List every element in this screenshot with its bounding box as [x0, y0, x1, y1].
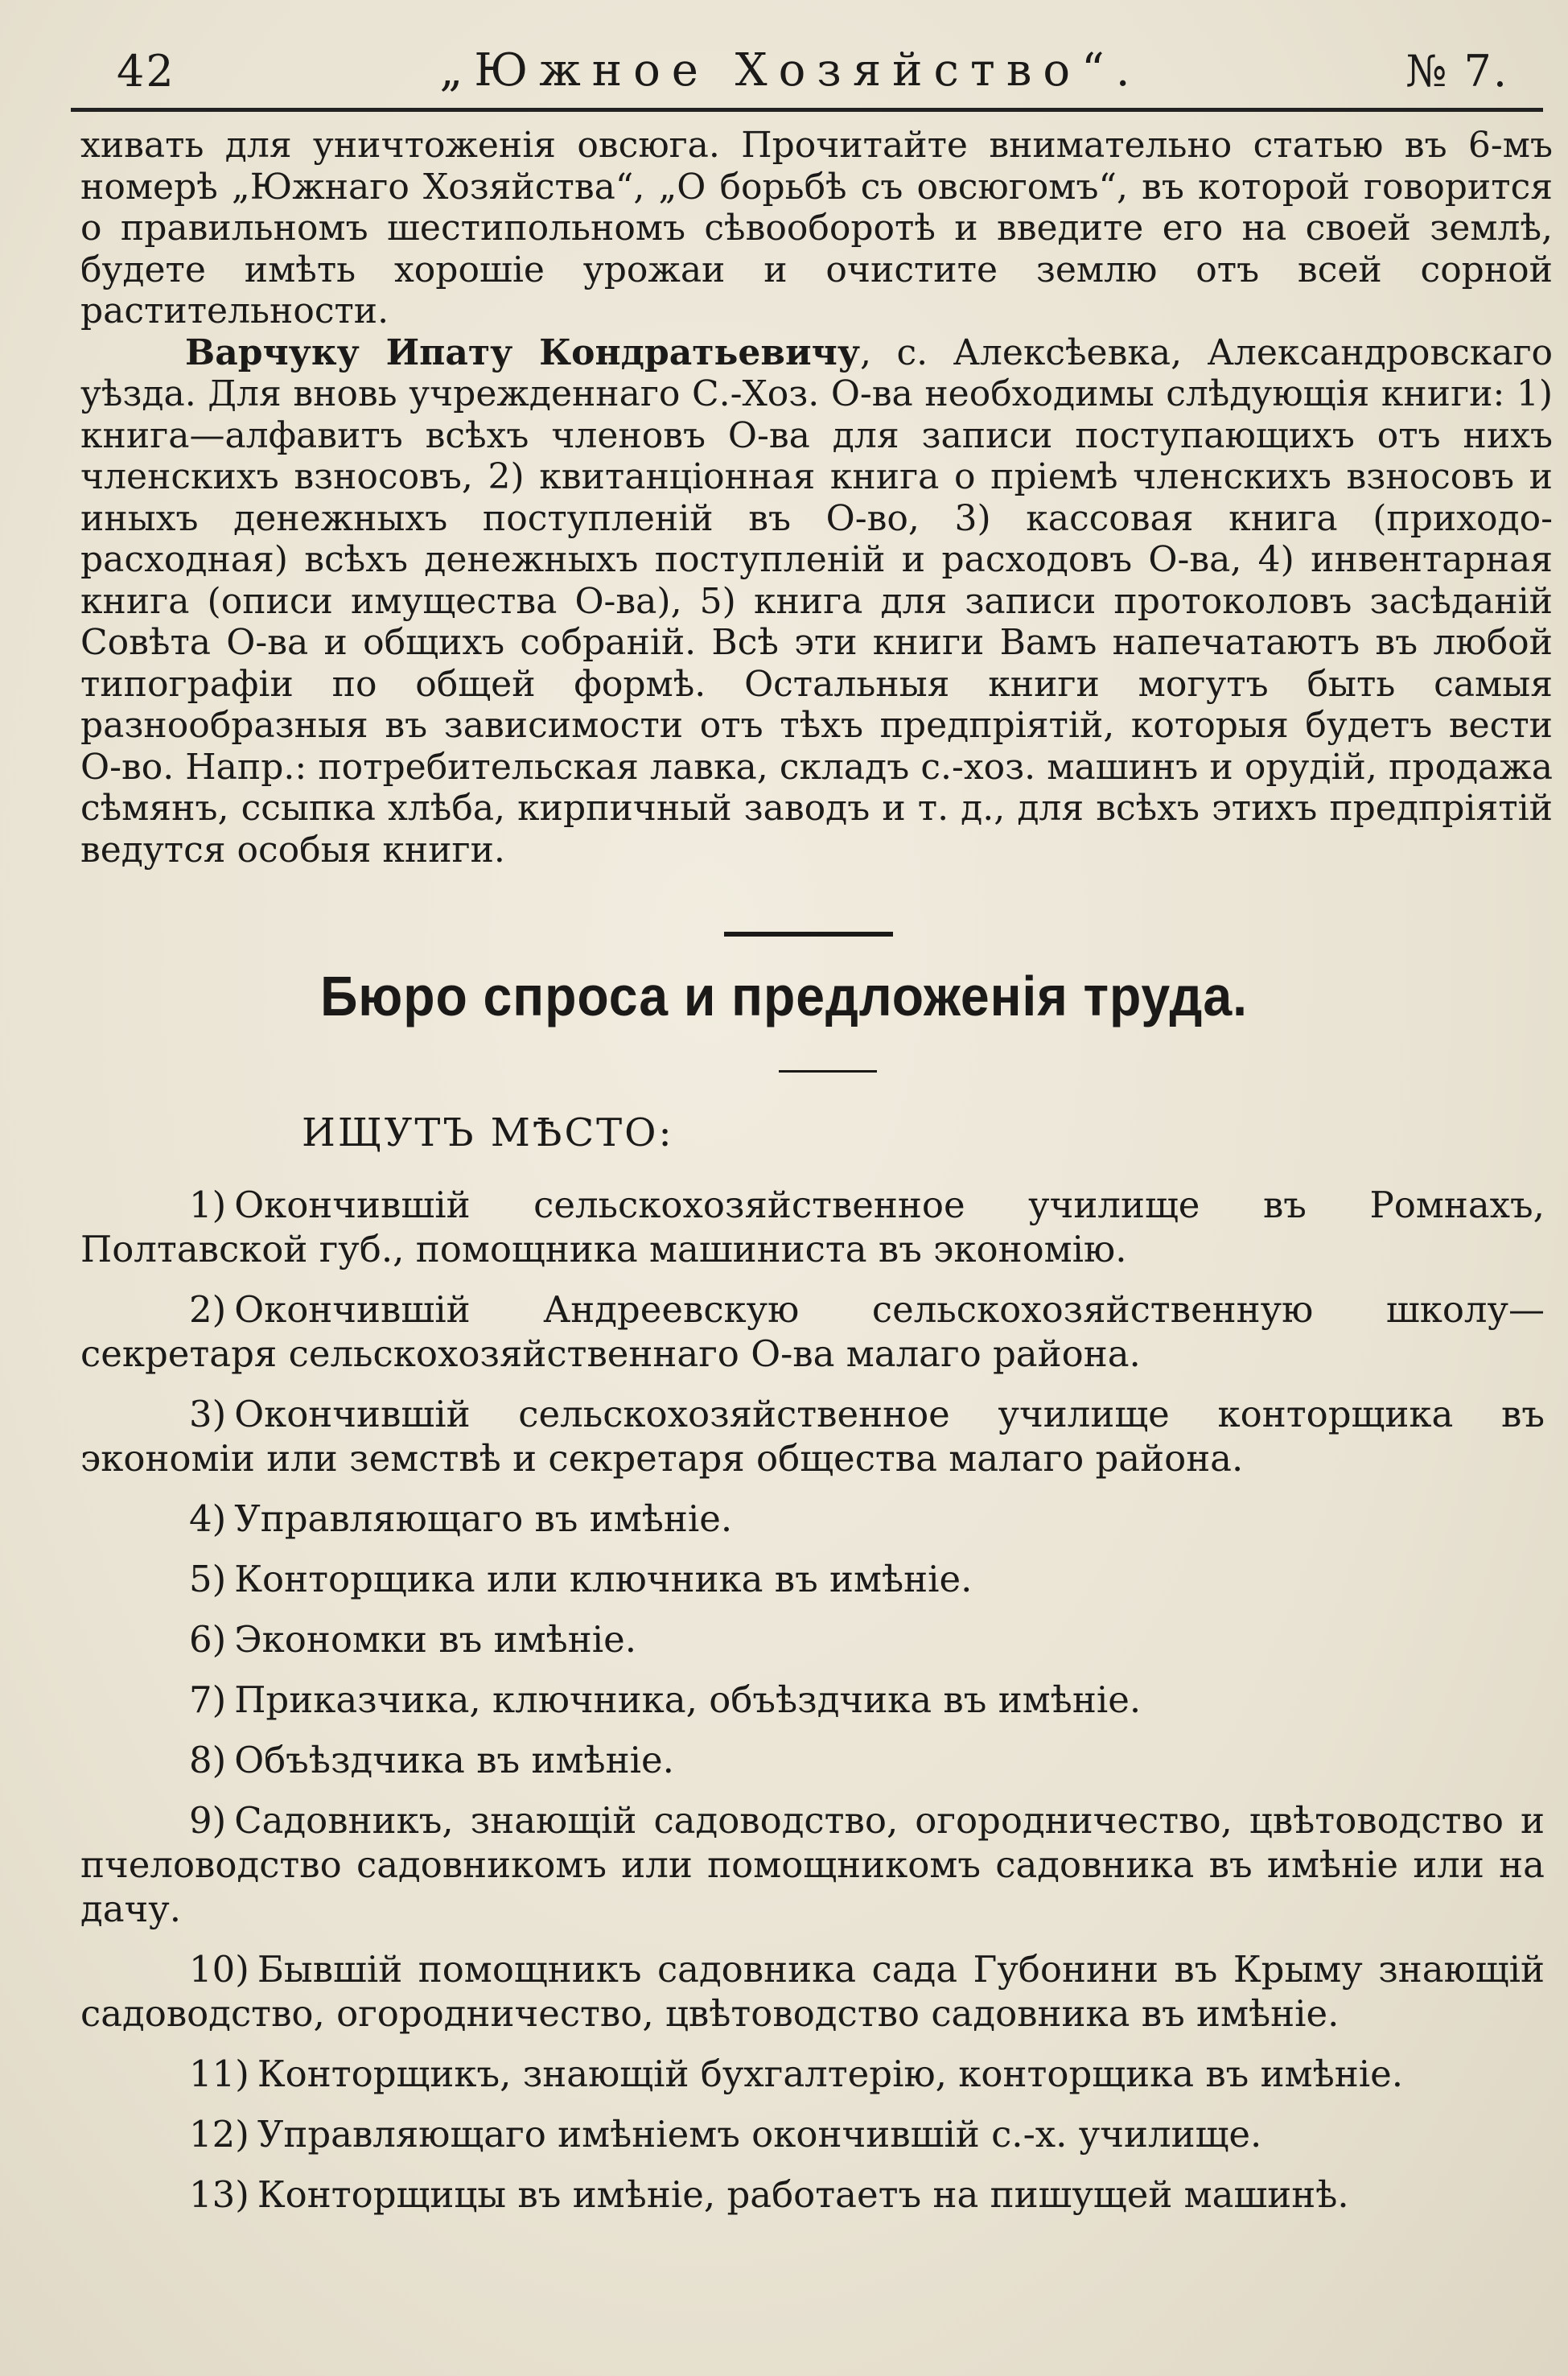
- intro-paragraph-2-text: , с. Алексѣевка, Александровскаго уѣзда. Для вновь учрежденнаго С.-Хоз. О-ва необходимы слѣдующія книги: 1) книга—алфавитъ всѣхъ членовъ О-ва для записи поступающихъ отъ нихъ членскихъ взносовъ, 2) квитанціонная книга о пріемѣ членскихъ взносовъ и иныхъ денежныхъ поступленій въ О-во, 3) кассовая книга (приходо-расходная) всѣхъ денежныхъ поступленій и расходовъ О-ва, 4) инвентарная книга (описи имущества О-ва), 5) книга для записи протоколовъ засѣданій Совѣта О-ва и общихъ собраній. Всѣ эти книги Вамъ напечатаютъ въ любой типографіи по общей формѣ. Остальныя книги могутъ быть самыя разнообразныя въ зависимости отъ тѣхъ предпріятій, которыя будетъ вести О-во. Напр.: потребительская лавка, складъ с.-хоз. машинъ и орудій, продажа сѣмянъ, ссыпка хлѣба, кирпичный заводъ и т. д., для всѣхъ этихъ предпріятій ведутся особыя книги.: [80, 331, 1554, 871]
- list-item: [80, 1738, 1545, 1782]
- job-list: [80, 1183, 1545, 2233]
- list-item-number: 4): [189, 1497, 227, 1540]
- list-item-text: Конторщикъ, знающій бухгалтерію, конторщика въ имѣніе.: [257, 2053, 1404, 2095]
- list-item-number: 12): [189, 2113, 249, 2156]
- list-item: [80, 2052, 1545, 2096]
- list-item-text: Бывшій помощникъ садовника сада Губонини въ Крыму знающій садоводство, огородничество, цвѣтоводство садовника въ имѣніе.: [80, 1948, 1545, 2035]
- list-item: [80, 2112, 1545, 2156]
- list-item-text: Управляющаго въ имѣніе.: [234, 1497, 733, 1540]
- list-item-number: 2): [189, 1288, 227, 1331]
- page-number: 42: [117, 46, 175, 97]
- list-item-text: Экономки въ имѣніе.: [234, 1618, 637, 1661]
- header-rule: [71, 108, 1543, 112]
- list-item-number: 11): [189, 2053, 249, 2095]
- list-item-text: Окончившій Андреевскую сельскохозяйственную школу—секретаря сельскохозяйственнаго О-ва малаго района.: [80, 1288, 1545, 1375]
- section-title: Бюро спроса и предложенія труда.: [320, 965, 1248, 1027]
- list-item-number: 8): [189, 1739, 227, 1781]
- list-item-text: Управляющаго имѣніемъ окончившій с.-х. училище.: [257, 2113, 1262, 2156]
- section-subheading: ИЩУТЪ МѢСТО:: [302, 1110, 674, 1155]
- list-item-text: Окончившій сельскохозяйственное училище въ Ромнахъ, Полтавской губ., помощника машиниста въ экономію.: [80, 1184, 1545, 1270]
- list-item-number: 5): [189, 1558, 227, 1600]
- list-item: [80, 1557, 1545, 1601]
- section-divider: [724, 932, 893, 937]
- addressee-name: Варчуку Ипату Кондратьевичу: [185, 331, 860, 373]
- list-item: [80, 1617, 1545, 1662]
- list-item: [80, 2172, 1545, 2217]
- journal-title: „Южное Хозяйство“.: [439, 44, 1142, 97]
- list-item-number: 13): [189, 2173, 249, 2216]
- list-item-number: 10): [189, 1948, 249, 1991]
- list-item: [80, 1947, 1545, 2036]
- list-item-number: 1): [189, 1184, 227, 1226]
- list-item-text: Конторщика или ключника въ имѣніе.: [234, 1558, 973, 1600]
- list-item: [80, 1392, 1545, 1480]
- list-item: [80, 1497, 1545, 1541]
- intro-text: [80, 125, 1553, 871]
- list-item: [80, 1287, 1545, 1376]
- list-item-text: Садовникъ, знающій садоводство, огородничество, цвѣтоводство и пчеловодство садовникомъ или помощникомъ садовника въ имѣніе или на дачу.: [80, 1799, 1545, 1930]
- list-item: [80, 1678, 1545, 1722]
- list-item-text: Конторщицы въ имѣніе, работаетъ на пишущей машинѣ.: [257, 2173, 1349, 2216]
- page-header: [117, 32, 1508, 97]
- list-item-number: 3): [189, 1393, 227, 1435]
- list-item-number: 9): [189, 1799, 227, 1842]
- list-item: [80, 1798, 1545, 1931]
- list-item-number: 6): [189, 1618, 227, 1661]
- list-item: [80, 1183, 1545, 1271]
- intro-paragraph-1: хивать для уничтоженія овсюга. Прочитайте внимательно статью въ 6-мъ номерѣ „Южнаго Хозяйства“, „О борьбѣ съ овсюгомъ“, въ которой говорится о правильномъ шестипольномъ сѣвооборотѣ и введите его на своей землѣ, будете имѣть хорошіе урожаи и очистите землю отъ всей сорной растительности.: [80, 125, 1553, 331]
- list-item-text: Приказчика, ключника, объѣздчика въ имѣніе.: [234, 1678, 1142, 1721]
- intro-paragraph-2: [80, 332, 1553, 871]
- title-underline: [779, 1070, 877, 1073]
- list-item-text: Объѣздчика въ имѣніе.: [234, 1739, 674, 1781]
- issue-number: № 7.: [1405, 46, 1508, 97]
- list-item-text: Окончившій сельскохозяйственное училище конторщика въ экономіи или земствѣ и секретаря общества малаго района.: [80, 1393, 1545, 1480]
- list-item-number: 7): [189, 1678, 227, 1721]
